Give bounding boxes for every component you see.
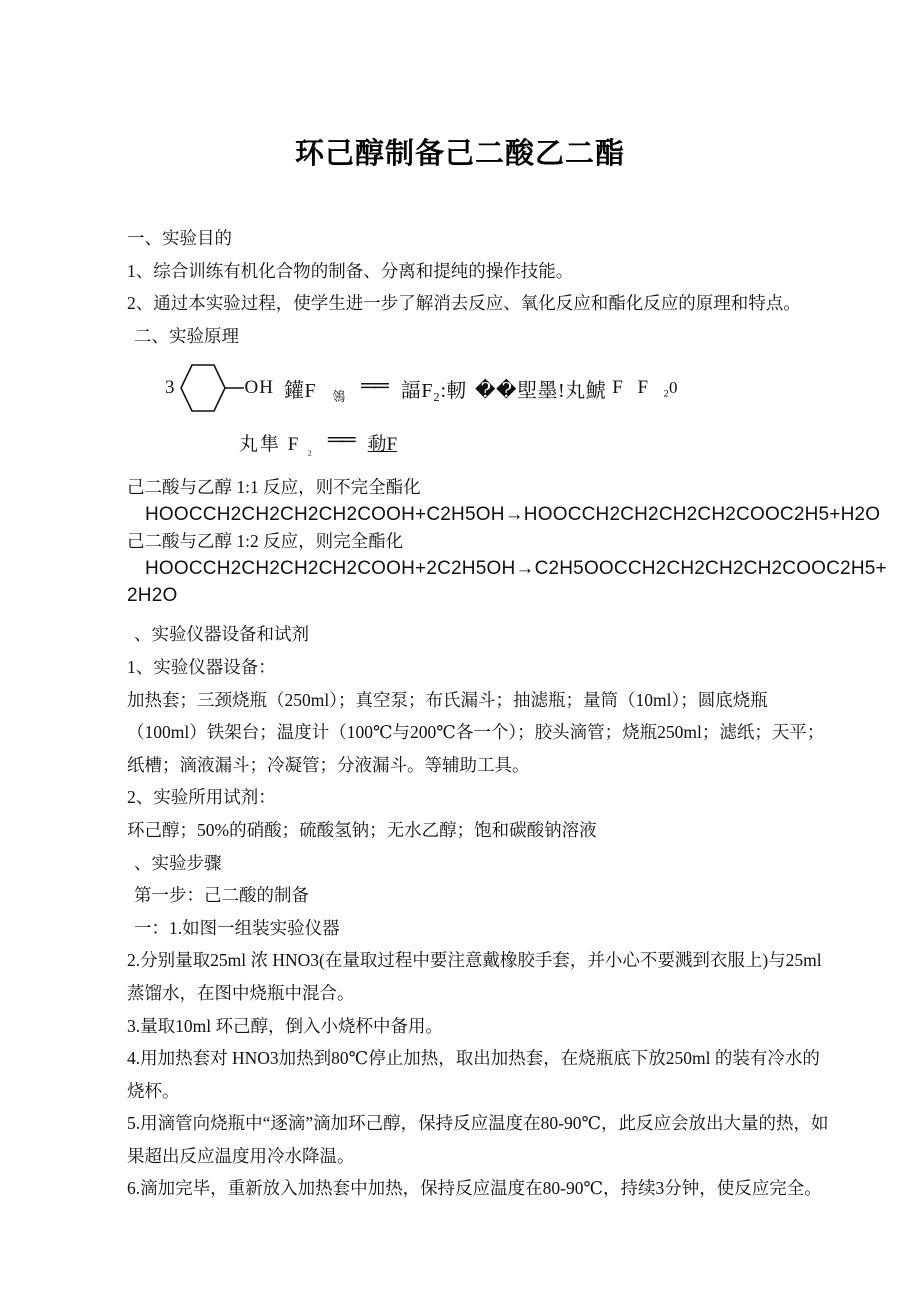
text-line: 3.量取10ml 环己醇，倒入小烧杯中备用。 — [127, 1015, 443, 1036]
garbled-glyphs-1: 鑵F — [283, 379, 317, 402]
garbled-glyphs-6: 㔞F — [367, 433, 398, 455]
text-line: 果超出反应温度用冷水降温。 — [127, 1145, 355, 1166]
lines-top — [127, 222, 860, 352]
text-line: 一、实验目的 — [127, 228, 232, 248]
text-line: 一：1.如图一组装实验仪器 — [134, 917, 340, 938]
text-line: 环己醇；50%的硝酸；硫酸氢钠；无水乙醇；饱和碳酸钠溶液 — [127, 819, 597, 840]
stoichiometric-coefficient: 3 — [165, 377, 175, 399]
text-line: 纸槽；滴液漏斗；冷凝管；分液漏斗。等辅助工具。 — [127, 754, 530, 775]
text-line: 1、综合训练有机化合物的制备、分离和提纯的操作技能。 — [127, 260, 574, 281]
document-body — [127, 222, 887, 1205]
text-line: 己二酸与乙醇 1:1 反应，则不完全酯化 — [127, 477, 421, 498]
text-line: 6.滴加完毕，重新放入加热套中加热，保持反应温度在80-90℃，持续3分钟，使反应完全。 — [127, 1178, 822, 1199]
garbled-subscript-zero: ₂0 — [663, 378, 678, 398]
text-line: 第一步：己二酸的制备 — [134, 885, 309, 906]
text-line: 1、实验仪器设备： — [127, 656, 276, 677]
cyclohexane-ring-icon — [179, 362, 245, 414]
text-line: 二、实验原理 — [134, 325, 239, 346]
text-line: 加热套；三颈烧瓶（250ml）；真空泵；布氏漏斗；抽滤瓶；量筒（10ml）；圆底烧瓶 — [127, 689, 768, 710]
garbled-glyphs-4: ��堲墨!丸鯱 — [475, 379, 607, 402]
text-line: 、实验步骤 — [134, 852, 222, 873]
garbled-subscript-two: ₂ — [307, 441, 312, 457]
garbled-glyphs-ff: F F — [612, 377, 654, 399]
text-line: （100ml）铁架台；温度计（100℃与200℃各一个）；胶头滴管；烧瓶250ml；滤纸；天平； — [127, 722, 825, 743]
text-line: 、实验仪器设备和试剂 — [134, 624, 309, 645]
text-line: 2、实验所用试剂： — [127, 787, 276, 808]
text-line: 2.分别量取25ml 浓 HNO3(在量取过程中要注意戴橡胶手套，并小心不要溅到衣服上)与25ml — [127, 950, 822, 971]
reaction-equation-row2 — [127, 418, 860, 466]
text-line: 2H2O — [127, 585, 178, 607]
hydroxyl-group-label: OH — [244, 377, 274, 399]
text-line: HOOCCH2CH2CH2CH2COOH+C2H5OH→HOOCCH2CH2CH2CH2COOC2H5+H2O — [145, 504, 881, 526]
reaction-equation-row1 — [127, 358, 860, 418]
text-line: 蒸馏水，在图中烧瓶中混合。 — [127, 982, 355, 1003]
lines-bottom — [127, 474, 887, 1205]
equals-sign-2: ══ — [327, 428, 354, 452]
text-line: 己二酸与乙醇 1:2 反应，则完全酯化 — [127, 531, 404, 552]
reaction-equation-figure — [127, 352, 860, 474]
document-title: 环己醇制备己二酸乙二酯 — [294, 138, 625, 170]
text-line: HOOCCH2CH2CH2CH2COOH+2C2H5OH→C2H5OOCCH2CH2CH2CH2COOC2H5+ — [145, 558, 887, 580]
text-line: 2、通过本实验过程，使学生进一步了解消去反应、氧化反应和酯化反应的原理和特点。 — [127, 293, 801, 314]
garbled-glyphs-5: 丸隼 F — [239, 433, 301, 455]
garbled-glyphs-2: 鴒 — [332, 388, 346, 404]
equals-sign: ══ — [361, 374, 387, 398]
text-line: 5.用滴管向烧瓶中“逐滴”滴加环己醇，保持反应温度在80-90℃，此反应会放出大量的热，如 — [127, 1113, 829, 1134]
garbled-glyphs-3: 諨F₂:軔 — [400, 379, 468, 402]
text-line: 4.用加热套对 HNO3加热到80℃停止加热，取出加热套，在烧瓶底下放250ml 的装有冷水的 — [127, 1048, 820, 1069]
text-line: 烧杯。 — [127, 1080, 180, 1101]
